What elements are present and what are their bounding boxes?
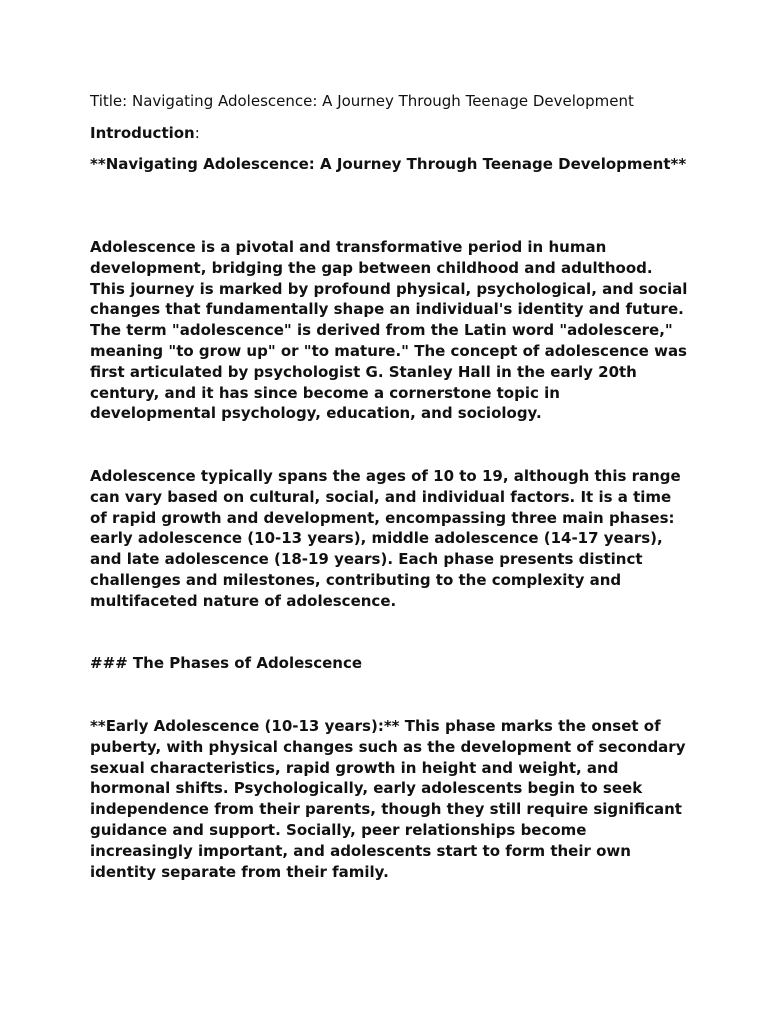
paragraph-early-adolescence: **Early Adolescence (10-13 years):** This phase marks the onset of puberty, with physical changes such as the development of secondary sexual characteristics, rapid growth in height and weight, and hormonal shifts. Psychologically, early adolescents begin to seek independence from their parents, though they still require significant guidance and support. Socially, peer relationships become increasingly important, and adolescents start to form their own identity separate from their family. <box>90 717 686 881</box>
phases-section-heading: ### The Phases of Adolescence <box>90 654 363 672</box>
document-heading: **Navigating Adolescence: A Journey Through Teenage Development** <box>90 155 687 173</box>
introduction-label-line <box>90 123 690 144</box>
document-title-line: Title: Navigating Adolescence: A Journey Through Teenage Development <box>90 92 634 110</box>
paragraph-age-range: Adolescence typically spans the ages of 10 to 19, although this range can vary based on cultural, social, and individual factors. It is a time of rapid growth and development, encompassing three main phases: early adolescence (10-13 years), middle adolescence (14-17 years), and late adolescence (18-19 years). Each phase presents distinct challenges and milestones, contributing to the complexity and multifaceted nature of adolescence. <box>90 467 681 610</box>
introduction-label: Introduction <box>90 124 195 142</box>
paragraph-definition: Adolescence is a pivotal and transformative period in human development, bridging the gap between childhood and adulthood. This journey is marked by profound physical, psychological, and social changes that fundamentally shape an individual's identity and future. The term "adolescence" is derived from the Latin word "adolescere," meaning "to grow up" or "to mature." The concept of adolescence was first articulated by psychologist G. Stanley Hall in the early 20th century, and it has since become a cornerstone topic in developmental psychology, education, and sociology. <box>90 238 688 423</box>
introduction-colon: : <box>194 124 200 142</box>
